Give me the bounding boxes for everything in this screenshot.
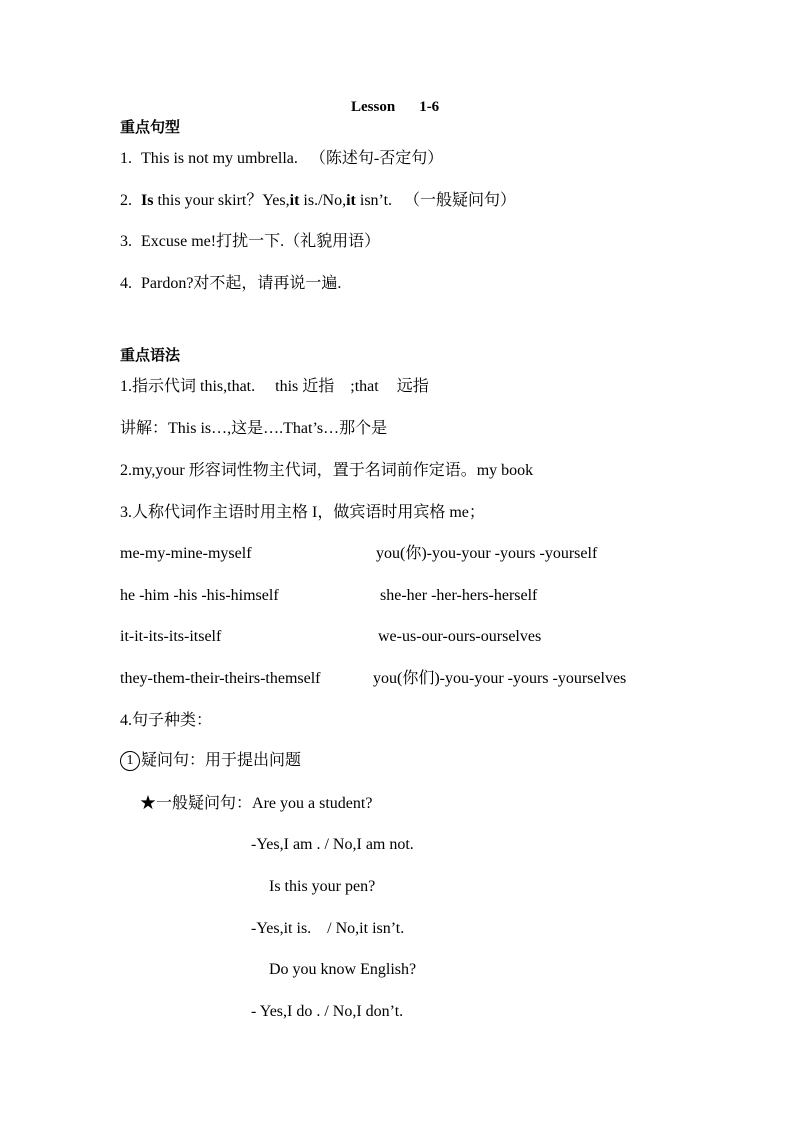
item-note: （一般疑问句） xyxy=(404,192,517,209)
pronoun-row-right: we-us-our-ours-ourselves xyxy=(378,628,542,645)
pronoun-row-right: you(你们)-you-your -yours -yourselves xyxy=(373,670,627,687)
section-heading-key-sentences: 重点句型 xyxy=(120,120,181,136)
item-text-bold-is: Is xyxy=(141,192,154,209)
grammar-point-4: 4.句子种类： xyxy=(120,712,213,729)
sentence-item-2 xyxy=(120,190,516,212)
example-answer: -Yes,I am . / No,I am not. xyxy=(251,836,414,853)
grammar-point-1 xyxy=(120,376,429,398)
pronoun-row-right: you(你)-you-your -yours -yourself xyxy=(376,545,598,562)
pronoun-row-left: it-it-its-its-itself xyxy=(120,628,222,645)
grammar-point-2: 2.my,your 形容词性物主代词，置于名词前作定语。my book xyxy=(120,462,534,479)
question-type-heading xyxy=(120,750,301,772)
example-question: Do you know English? xyxy=(269,961,417,978)
item-number: 1. xyxy=(120,150,132,167)
item-text: This is not my umbrella. xyxy=(141,150,298,167)
lesson-title-range: 1-6 xyxy=(419,99,440,115)
circled-number: 1 xyxy=(120,751,140,771)
sentence-item-3 xyxy=(120,231,380,253)
item-note: （陈述句-否定句） xyxy=(309,150,444,167)
sentence-item-4 xyxy=(120,273,341,295)
pronoun-row-left: he -him -his -his-himself xyxy=(120,587,279,604)
item-text-bold-it: it xyxy=(289,192,300,209)
section-heading-key-grammar: 重点语法 xyxy=(120,348,181,364)
example-answer: - Yes,I do . / No,I don’t. xyxy=(251,1003,404,1020)
example-question: Is this your pen? xyxy=(269,878,376,895)
pronoun-row-right: she-her -her-hers-herself xyxy=(380,587,538,604)
sentence-item-1 xyxy=(120,148,443,170)
example-text: Are you a student? xyxy=(252,795,373,812)
example-answer: -Yes,it is. / No,it isn’t. xyxy=(251,920,405,937)
item-text: this your skirt？Yes, xyxy=(153,192,290,209)
pronoun-row-left: me-my-mine-myself xyxy=(120,545,252,562)
lesson-title xyxy=(351,96,439,118)
item-text: Excuse me!打扰一下.（礼貌用语） xyxy=(141,233,381,250)
item-text: Pardon?对不起，请再说一遍. xyxy=(141,275,342,292)
star-icon: ★ xyxy=(140,795,157,812)
yes-no-question-line xyxy=(140,793,372,815)
grammar-text: this 近指 xyxy=(275,378,335,395)
item-number: 2. xyxy=(120,192,132,209)
grammar-text: 远指 xyxy=(396,378,429,395)
yes-no-question-label: 一般疑问句： xyxy=(156,795,253,812)
grammar-point-3: 3.人称代词作主语时用主格 I，做宾语时用宾格 me； xyxy=(120,504,485,521)
grammar-explanation: 讲解：This is…,这是….That’s…那个是 xyxy=(120,420,388,437)
item-number: 4. xyxy=(120,275,132,292)
item-number: 3. xyxy=(120,233,132,250)
item-text-bold-it: it xyxy=(346,192,356,209)
grammar-text: ;that xyxy=(350,378,379,395)
grammar-text: 1.指示代词 this,that. xyxy=(120,378,256,395)
item-text: is./No, xyxy=(299,192,347,209)
question-type-text: 疑问句：用于提出问题 xyxy=(141,752,302,769)
item-text: isn’t. xyxy=(355,192,393,209)
lesson-title-word: Lesson xyxy=(351,99,396,115)
pronoun-row-left: they-them-their-theirs-themself xyxy=(120,670,321,687)
